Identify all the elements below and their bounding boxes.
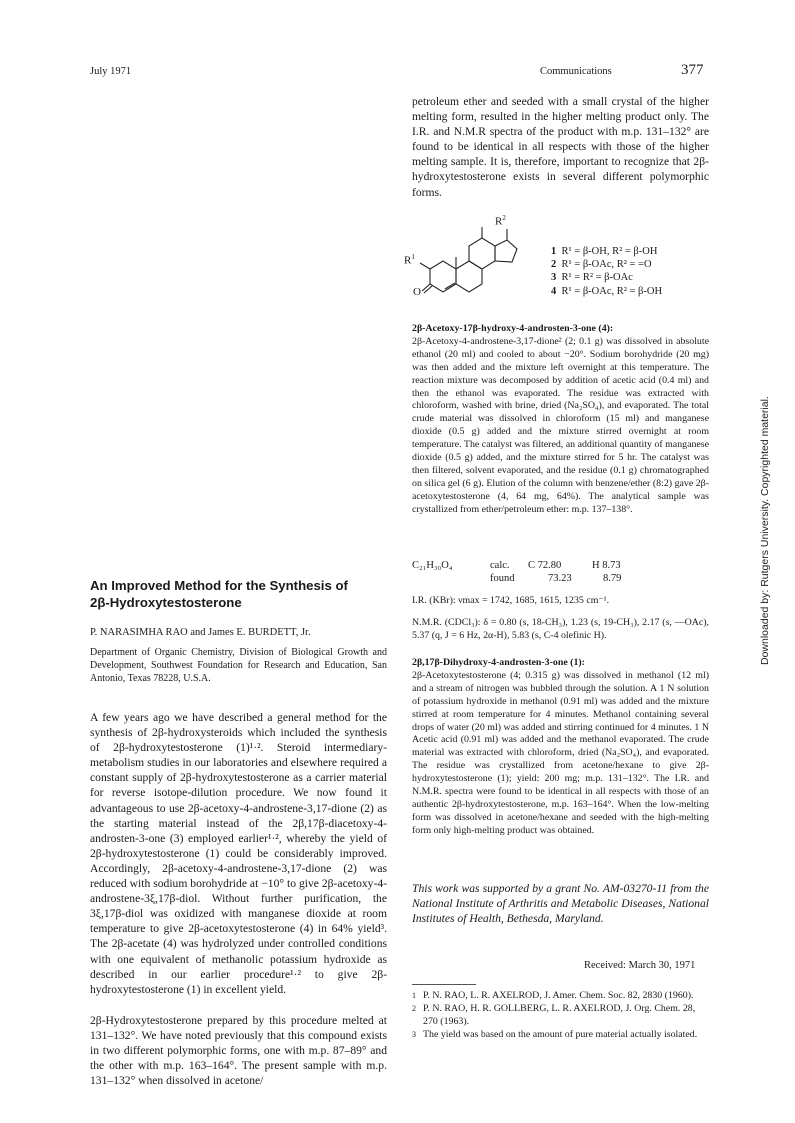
second-paragraph: 2β-Hydroxytestosterone prepared by this procedure melted at 131–132°. We have noted previously that this compound exists in two different polymorphic forms, one with m.p. 87–89° and the other with m.p. 163–164°. The present sample with m.p. 131–132° when dissolved in acetone/ xyxy=(90,1014,387,1088)
oxygen-label: O xyxy=(413,286,421,298)
legend-item: 1 R¹ = β-OH, R² = β-OH xyxy=(551,246,658,257)
elemental-analysis xyxy=(412,559,709,585)
steroid-skeleton-drawing xyxy=(400,215,540,305)
received-date: Received: March 30, 1971 xyxy=(584,960,696,971)
found-label: found xyxy=(490,573,515,584)
footnote: 2 P. N. RAO, H. R. GOLLBERG, L. R. AXELROD, J. Org. Chem. 28, 270 (1963). xyxy=(412,1002,696,1027)
authors: P. NARASIMHA RAO and James E. BURDETT, Jr. xyxy=(90,627,311,638)
exp1-text: 2β-Acetoxy-4-androstene-3,17-dione² (2; 0.1 g) was dissolved in absolute ethanol (20 ml) and cooled to about −20°. Sodium borohydride (20 mg) was then added and the mixture left overnight at this temperature. The reaction mixture was decomposed by addition of acetic acid (0.4 ml) and then the ethanol was evaporated. The residue was extracted with chloroform, washed with brine, dried (Na₂SO₄), and evaporated. The total crude material was dissolved in chloroform (15 ml) and manganese dioxide (0.5 g) added and the mixture stirred overnight at room temperature. The catalyst was filtered, an additional quantity of manganese dioxide (0.5 g) added, and the mixture stirred for 5 hr. The catalyst was then filtered, solvent evaporated, and the residue (0.1 g) chromatographed on silica gel (6 g). Elution of the column with benzene/ether (8:2) gave 2β-acetoxytestosterone (4, 64 mg, 64%). The analytical sample was crystallized from ether/petroleum ether: m.p. 137–138°. xyxy=(412,335,709,515)
exp1-heading: 2β-Acetoxy-17β-hydroxy-4-androsten-3-one (4): xyxy=(412,323,614,334)
footnote-rule xyxy=(412,984,476,985)
r1-label: $R^1$ xyxy=(404,253,415,267)
experimental-section-1 xyxy=(412,323,709,517)
affiliation: Department of Organic Chemistry, Division of Biological Growth and Development, Southwest Foundation for Research and Education, San Antonio, Texas 78228, U.S.A. xyxy=(90,647,387,684)
nmr-data: N.M.R. (CDCl₃): δ = 0.80 (s, 18-CH₃), 1.23 (s, 19-CH₃), 2.17 (s, —OAc), 5.37 (q, J = 6 Hz, 2α-H), 5.83 (s, C-4 olefinic H). xyxy=(412,617,709,641)
article-title xyxy=(90,578,390,611)
steroid-structure xyxy=(400,215,540,305)
page-number: 377 xyxy=(681,62,704,78)
header-date: July 1971 xyxy=(90,66,132,77)
legend-item: 4 R¹ = β-OAc, R² = β-OH xyxy=(551,285,663,297)
r2-label: $R^2$ xyxy=(495,214,506,228)
title-line-2: 2β-Hydroxytestosterone xyxy=(90,594,242,610)
right-top-paragraph: petroleum ether and seeded with a small crystal of the higher melting form, resulted in the higher melting product only. The I.R. and N.M.R spectra of the product with m.p. 131–132° are found to be identical in all respects with those of the higher melting sample. It is, therefore, important to recognize that 2β-hydroxytestosterone exists in several different polymorphic forms. xyxy=(412,95,709,199)
legend-item: 2 R¹ = β-OAc, R² = =O xyxy=(551,259,652,271)
header-section: Communications xyxy=(540,66,612,77)
experimental-section-2 xyxy=(412,657,709,838)
calc-c: C 72.80 xyxy=(528,560,562,571)
calc-label: calc. xyxy=(490,560,510,571)
found-c: 73.23 xyxy=(548,573,572,584)
exp2-heading: 2β,17β-Dihydroxy-4-androsten-3-one (1): xyxy=(412,657,585,668)
title-line-1: An Improved Method for the Synthesis of xyxy=(90,578,348,593)
ir-data: I.R. (KBr): νmax = 1742, 1685, 1615, 1235 cm⁻¹. xyxy=(412,595,610,606)
calc-h: H 8.73 xyxy=(592,560,621,571)
acknowledgement: This work was supported by a grant No. AM-03270-11 from the National Institute of Arthritis and Metabolic Diseases, National Institutes of Health, Bethesda, Maryland. xyxy=(412,882,709,925)
exp2-text: 2β-Acetoxytestosterone (4; 0.315 g) was dissolved in methanol (12 ml) and a stream of nitrogen was bubbled through the solution. A 1 N solution of potassium hydroxide in methanol (0.91 ml) was added and the mixture stirred at room temperature for 4 minutes. Methanol containing several drops of water (20 ml) was added and stirring continued for 4 minutes. 1 N Acetic acid (0.91 ml) was added and the methanol evaporated. The crude material was extracted with chloroform, dried (Na₂SO₄), and evaporated. The residue was crystallized from acetone/hexane to give 2β-hydroxytestosterone (1); yield: 200 mg; m.p. 131–132°. The I.R. and N.M.R. spectra were found to be identical in all respects with those of an authentic 2β-hydroxytestosterone, m.p. 163–164°. When the low-melting form was dissolved in acetone/hexane and seeded with the high-melting form only high-melting product was obtained. xyxy=(412,669,709,836)
formula: C₂₁H₃₀O₄ xyxy=(412,560,453,571)
legend-item: 3 R¹ = R² = β-OAc xyxy=(551,272,633,284)
footnote: 1 P. N. RAO, L. R. AXELROD, J. Amer. Chem. Soc. 82, 2830 (1960). xyxy=(412,990,694,1001)
footnotes xyxy=(412,990,709,1042)
structure-legend xyxy=(551,245,662,298)
found-h: 8.79 xyxy=(603,573,622,584)
download-watermark: Downloaded by: Rutgers University. Copyrighted material. xyxy=(759,396,771,665)
intro-paragraph: A few years ago we have described a general method for the synthesis of 2β-hydroxysteroids which included the synthesis of 2β-hydroxytestosterone (1)¹·². Steroid intermediary-metabolism studies in our laboratories and elsewhere required a constant supply of 2β-hydroxytestosterone as a carrier material for reverse isotope-dilution procedure. We now found it advantageous to use 2β-acetoxy-4-androstene-3,17-dione (2) as the starting material instead of the 2β,17β-diacetoxy-4-androsten-3-one (3) employed earlier¹·², whereby the yield of 2β-hydroxytestosterone (1) could be considerably improved. Accordingly, 2β-acetoxy-4-androstene-3,17-dione (2) was reduced with sodium borohydride at −10° to give 2β-acetoxy-4-androstene-3ξ,17β-diol. Without further purification, the 3ξ,17β-diol was oxidized with manganese dioxide at room temperature to give 2β-acetoxytestosterone (4) in 64% yield³. The 2β-acetate (4) was hydrolyzed under controlled conditions with one equivalent of methanolic potassium hydroxide as described in our earlier procedure¹·² to give 2β-hydroxytestosterone (1) in excellent yield. xyxy=(90,711,387,996)
footnote: 3 The yield was based on the amount of pure material actually isolated. xyxy=(412,1028,698,1040)
